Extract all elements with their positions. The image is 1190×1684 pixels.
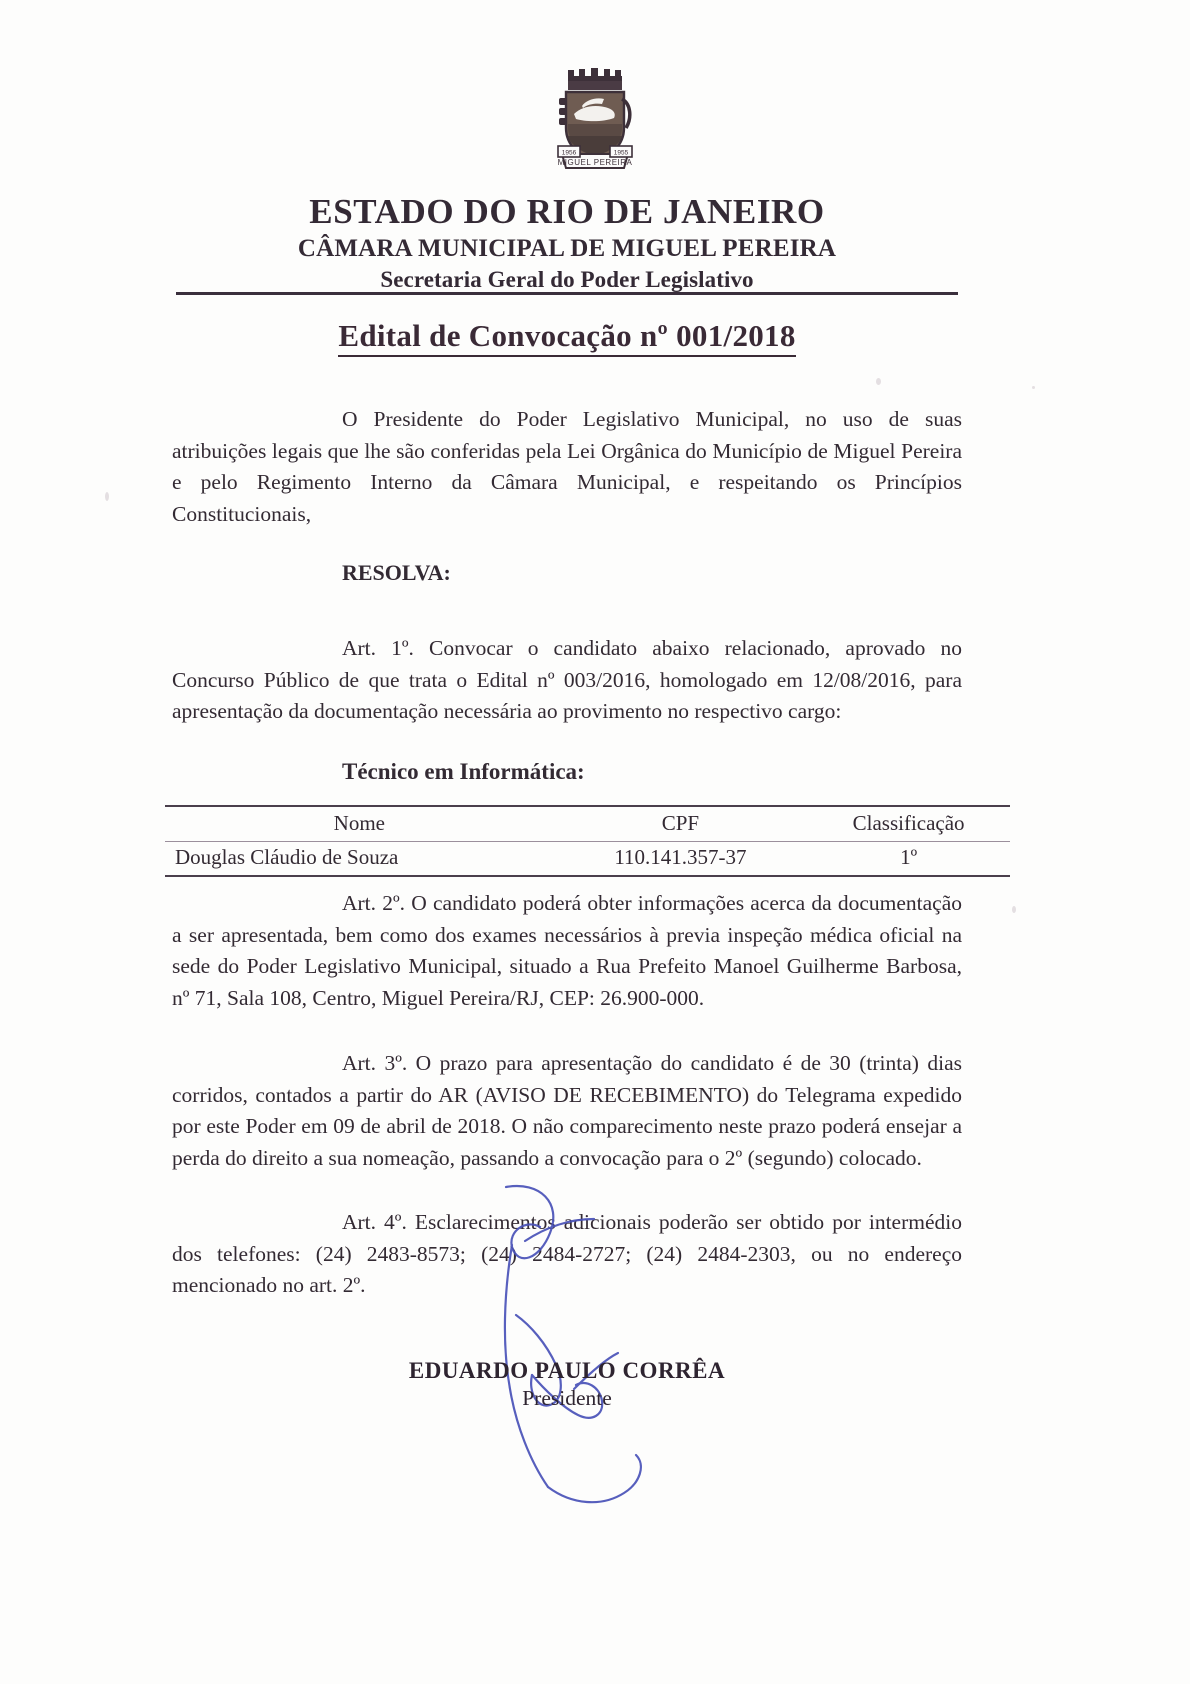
- preamble-text: O Presidente do Poder Legislativo Municipal, no uso de suas atribuições legais que lhe são conferidas pela Lei Orgânica do Município de Miguel Pereira e pelo Regimento Interno da Câmara Municipal, e respeitando os Princípios Constitucionais,: [172, 407, 962, 526]
- scan-speckle: [1012, 906, 1016, 913]
- column-header-classificacao: Classificação: [807, 806, 1010, 842]
- coat-of-arms-icon: [552, 66, 638, 176]
- scan-speckle: [1032, 386, 1035, 389]
- svg-text:1955: 1955: [613, 149, 629, 157]
- header-divider: [176, 292, 958, 295]
- page-title-text: Edital de Convocação nº 001/2018: [338, 318, 795, 357]
- article-1-paragraph: [172, 633, 962, 728]
- column-header-cpf: CPF: [554, 806, 808, 842]
- column-header-nome: Nome: [165, 806, 554, 842]
- crest-container: [0, 66, 1190, 176]
- resolve-label: RESOLVA:: [342, 560, 451, 585]
- article-4-text: Art. 4º. Esclarecimentos adicionais poderão ser obtido por intermédio dos telefones: (24) 2483-8573; (24) 2484-2727; (24) 2484-2303, ou no endereço mencionado no art. 2º.: [172, 1210, 962, 1297]
- signatory-name: EDUARDO PAULO CORRÊA: [408, 1358, 726, 1383]
- document-header: [172, 192, 962, 293]
- table-header: [165, 806, 1010, 842]
- table-row: [165, 842, 1010, 877]
- header-state-line: ESTADO DO RIO DE JANEIRO: [309, 192, 825, 231]
- article-4-paragraph: [172, 1207, 962, 1302]
- page-title: [172, 318, 962, 354]
- scan-speckle: [876, 378, 881, 385]
- candidates-table: [165, 805, 1010, 877]
- article-3-paragraph: [172, 1048, 962, 1174]
- svg-text:1956: 1956: [561, 149, 577, 157]
- preamble-paragraph: [172, 404, 962, 530]
- scan-speckle: [105, 492, 109, 501]
- article-2-text: Art. 2º. O candidato poderá obter informações acerca da documentação a ser apresentada, bem como dos exames necessários à previa inspeção médica oficial na sede do Poder Legislativo Municipal, situado a Rua Prefeito Manoel Guilherme Barbosa, nº 71, Sala 108, Centro, Miguel Pereira/RJ, CEP: 26.900-000.: [172, 891, 962, 1010]
- signatory-role: Presidente: [522, 1386, 612, 1410]
- cell-classificacao: 1º: [807, 842, 1010, 877]
- cell-cpf: 110.141.357-37: [554, 842, 808, 877]
- article-2-paragraph: [172, 888, 962, 1014]
- article-1-text: Art. 1º. Convocar o candidato abaixo relacionado, aprovado no Concurso Público de que trata o Edital nº 003/2016, homologado em 12/08/2016, para apresentação da documentação necessária ao provimento no respectivo cargo:: [172, 636, 962, 723]
- svg-text:MIGUEL PEREIRA: MIGUEL PEREIRA: [557, 158, 633, 167]
- table-body: [165, 842, 1010, 877]
- cell-nome: Douglas Cláudio de Souza: [165, 842, 554, 877]
- candidates-table-container: [165, 805, 1010, 877]
- header-department-line: Secretaria Geral do Poder Legislativo: [380, 266, 754, 292]
- position-label: Técnico em Informática:: [342, 759, 585, 784]
- signature-block: [172, 1358, 962, 1411]
- header-chamber-line: CÂMARA MUNICIPAL DE MIGUEL PEREIRA: [297, 235, 837, 263]
- article-3-text: Art. 3º. O prazo para apresentação do candidato é de 30 (trinta) dias corridos, contados a partir do AR (AVISO DE RECEBIMENTO) do Telegrama expedido por este Poder em 09 de abril de 2018. O não comparecimento neste prazo poderá ensejar a perda do direito a sua nomeação, passando a convocação para o 2º (segundo) colocado.: [172, 1051, 962, 1170]
- table-header-row: [165, 806, 1010, 842]
